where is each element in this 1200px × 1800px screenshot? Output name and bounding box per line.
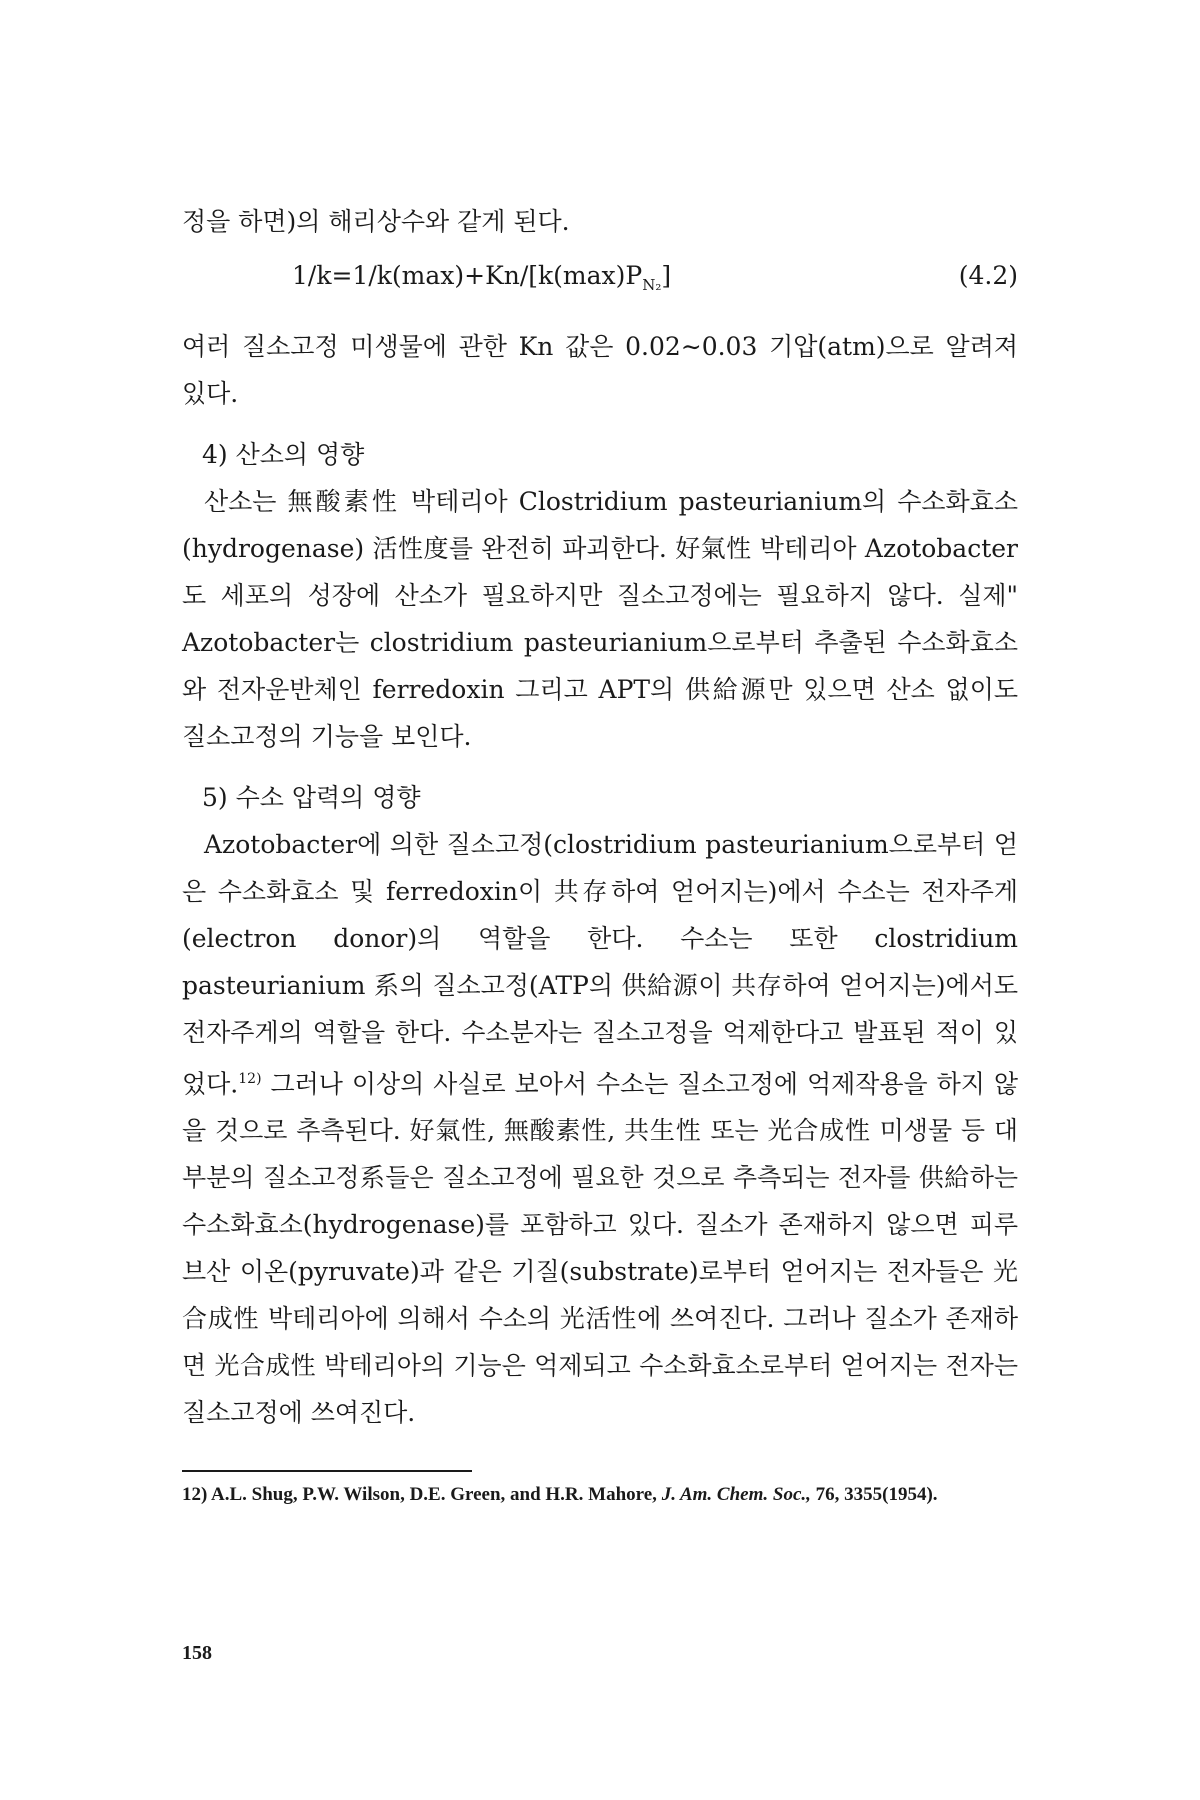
kn-values-paragraph: 여러 질소고정 미생물에 관한 Kn 값은 0.02∼0.03 기압(atm)으로 알려져 있다.: [182, 332, 1018, 408]
equation-block: [182, 253, 1018, 317]
oxygen-section-heading: 4) 산소의 영향: [202, 440, 365, 469]
hydrogen-paragraph-part1: Azotobacter에 의한 질소고정(clostridium pasteurianium으로부터 얻은 수소화효소 및 ferredoxin이 共存하여 얻어지는)에서 수소는 전자주게(electron donor)의 역할을 한다. 수소는 또한 clostridium pasteurianium 系의 질소고정(ATP의 供給源이 共存하여 얻어지는)에서도 전자주게의 역할을 한다. 수소분자는 질소고정을 억제한다고 발표된 적이 있었다.: [182, 830, 1018, 1099]
footnote-authors: A.L. Shug, P.W. Wilson, D.E. Green, and H.R. Mahore,: [211, 1484, 657, 1506]
oxygen-paragraph: 산소는 無酸素性 박테리아 Clostridium pasteurianium의 수소화효소(hydrogenase) 活性度를 완전히 파괴한다. 好氣性 박테리아 Azotobacter도 세포의 성장에 산소가 필요하지만 질소고정에는 필요하지 않다. 실제" Azotobacter는 clostridium pasteurianium으로부터 추출된 수소화효소와 전자운반체인 ferredoxin 그리고 APT의 供給源만 있으면 산소 없이도 질소고정의 기능을 보인다.: [182, 487, 1018, 751]
intro-paragraph: 정을 하면)의 해리상수와 같게 된다.: [182, 207, 570, 236]
equation-lhs: 1/k=1/k(max)+Kn/[k(max)P: [292, 261, 643, 290]
footnote: [182, 1478, 1018, 1512]
footnote-reference: 12): [238, 1071, 262, 1087]
equation-number: (4.2): [958, 261, 1018, 290]
footnote-marker: 12): [182, 1484, 208, 1506]
footnote-divider: [182, 1470, 472, 1472]
hydrogen-section-heading: 5) 수소 압력의 영향: [202, 783, 421, 812]
footnote-citation: 76, 3355(1954).: [815, 1484, 938, 1506]
hydrogen-paragraph-part2: 그러나 이상의 사실로 보아서 수소는 질소고정에 억제작용을 하지 않을 것으로 추측된다. 好氣性, 無酸素性, 共生性 또는 光合成性 미생물 등 대부분의 질소고정系들은 질소고정에 필요한 것으로 추측되는 전자를 供給하는 수소화효소(hydrogenase)를 포함하고 있다. 질소가 존재하지 않으면 피루브산 이온(pyruvate)과 같은 기질(substrate)로부터 얻어지는 전자들은 光合成性 박테리아에 의해서 수소의 光活性에 쓰여진다. 그러나 질소가 존재하면 光合成性 박테리아의 기능은 억제되고 수소화효소로부터 얻어지는 전자는 질소고정에 쓰여진다.: [182, 1069, 1018, 1428]
equation-close: ]: [661, 261, 672, 290]
page-number: 158: [182, 1642, 212, 1664]
hydrogen-paragraph: [182, 821, 1018, 1436]
equation-subscript: N₂: [642, 276, 662, 294]
page-body: [182, 198, 1018, 1512]
equation-formula: [292, 261, 671, 294]
footnote-journal: J. Am. Chem. Soc.,: [661, 1484, 811, 1506]
